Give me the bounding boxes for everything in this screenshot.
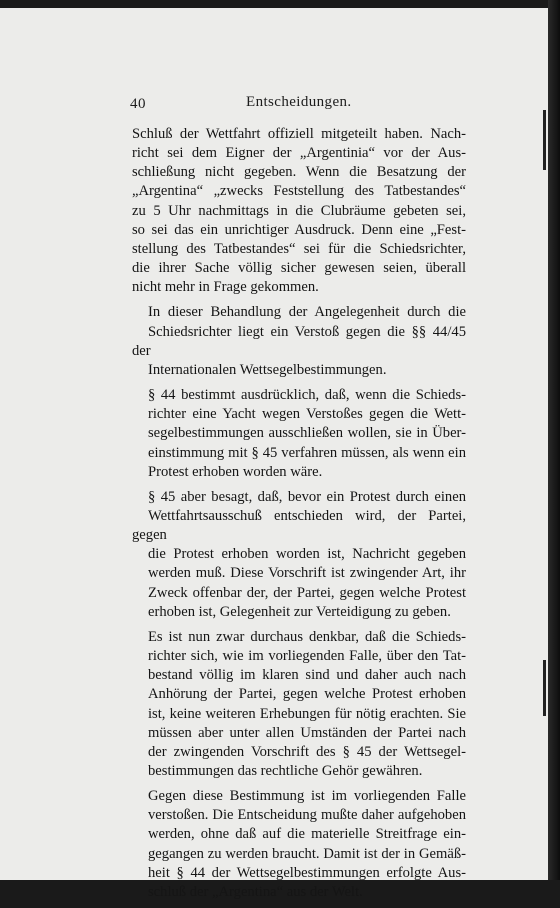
paragraph bbox=[132, 386, 466, 482]
text-line: richter sich, wie im vorliegenden Falle, über den Tat- bbox=[148, 648, 466, 665]
text-line: bestimmungen das rechtliche Gehör gewähren. bbox=[148, 763, 423, 779]
text-line: „Argentina“ „zwecks Feststellung des Tatbestandes“ bbox=[132, 183, 466, 200]
text-line: Gegen diese Bestimmung ist im vorliegenden Falle bbox=[148, 788, 466, 805]
text-line: so sei das ein unrichtiger Ausdruck. Denn eine „Fest- bbox=[132, 221, 466, 238]
text-line: Es ist nun zwar durchaus denkbar, daß die Schieds- bbox=[148, 628, 466, 645]
text-line: zu 5 Uhr nachmittags in die Clubräume gebeten sei, bbox=[132, 202, 466, 219]
text-line: richter eine Yacht wegen Verstoßes gegen die Wett- bbox=[148, 406, 466, 423]
page-number: 40 bbox=[130, 96, 146, 112]
paragraph bbox=[132, 125, 466, 297]
text-line: stellung des Tatbestandes“ sei für die Schiedsrichter, bbox=[132, 240, 466, 257]
book-page bbox=[0, 8, 548, 900]
text-line: schließung nicht gegeben. Wenn die Besatzung der bbox=[132, 164, 466, 181]
margin-mark bbox=[543, 660, 546, 716]
text-line: Wettfahrtsausschuß entschieden wird, der Partei, gegen bbox=[132, 507, 466, 544]
text-line: Protest erhoben worden wäre. bbox=[148, 463, 323, 480]
text-line: bestand völlig im klaren sind und daher auch nach bbox=[148, 667, 466, 684]
text-line: Anhörung der Partei, gegen welche Protest erhoben bbox=[148, 686, 466, 703]
text-line: § 45 aber besagt, daß, bevor ein Protest durch einen bbox=[148, 488, 466, 505]
text-line: gegangen zu werden braucht. Damit ist der in Gemäß- bbox=[148, 845, 466, 862]
text-line: einstimmung mit § 45 verfahren müssen, als wenn ein bbox=[148, 444, 466, 461]
text-line: die ihrer Sache völlig sicher gewesen seien, überall bbox=[132, 260, 466, 277]
text-line: die Protest erhoben worden ist, Nachricht gegeben bbox=[148, 546, 466, 563]
margin-mark bbox=[543, 110, 546, 170]
text-line: § 44 bestimmt ausdrücklich, daß, wenn die Schieds- bbox=[148, 387, 466, 404]
text-line: werden, ohne daß auf die materielle Streitfrage ein- bbox=[148, 826, 466, 843]
text-line: Schluß der Wettfahrt offiziell mitgeteilt haben. Nach- bbox=[132, 126, 466, 142]
running-title: Entscheidungen. bbox=[246, 94, 352, 110]
text-line: Zweck offenbar der, der Partei, gegen welche Protest bbox=[148, 584, 466, 601]
text-line: schluß der „Argentina“ aus der Welt. bbox=[148, 883, 363, 900]
body-text bbox=[132, 125, 466, 908]
text-line: erhoben ist, Gelegenheit zur Verteidigung zu geben. bbox=[148, 603, 451, 620]
text-line: Schiedsrichter liegt ein Verstoß gegen die §§ 44/45 der bbox=[132, 323, 466, 359]
text-line: segelbestimmungen ausschließen wollen, sie in Über- bbox=[148, 425, 466, 442]
text-line: In dieser Behandlung der Angelegenheit durch die bbox=[148, 304, 466, 321]
text-line: der zwingenden Vorschrift des § 45 der Wettsegel- bbox=[148, 743, 466, 760]
paragraph bbox=[132, 303, 466, 380]
paragraph bbox=[132, 628, 466, 781]
scan-edge bbox=[548, 0, 560, 880]
text-line: richt sei dem Eigner der „Argentinia“ vor der Aus- bbox=[132, 145, 466, 162]
text-line: Internationalen Wettsegelbestimmungen. bbox=[148, 361, 387, 378]
text-line: heit § 44 der Wettsegelbestimmungen erfolgte Aus- bbox=[148, 864, 466, 881]
text-line: nicht mehr in Frage gekommen. bbox=[132, 279, 319, 296]
text-line: verstoßen. Die Entscheidung mußte daher aufgehoben bbox=[148, 807, 466, 824]
text-line: werden muß. Diese Vorschrift ist zwingender Art, ihr bbox=[148, 565, 466, 582]
text-line: ist, keine weiteren Erhebungen für nötig erachten. Sie bbox=[148, 705, 466, 722]
paragraph bbox=[132, 787, 466, 902]
text-line: müssen aber unter allen Umständen der Partei nach bbox=[148, 724, 466, 741]
paragraph bbox=[132, 488, 466, 622]
